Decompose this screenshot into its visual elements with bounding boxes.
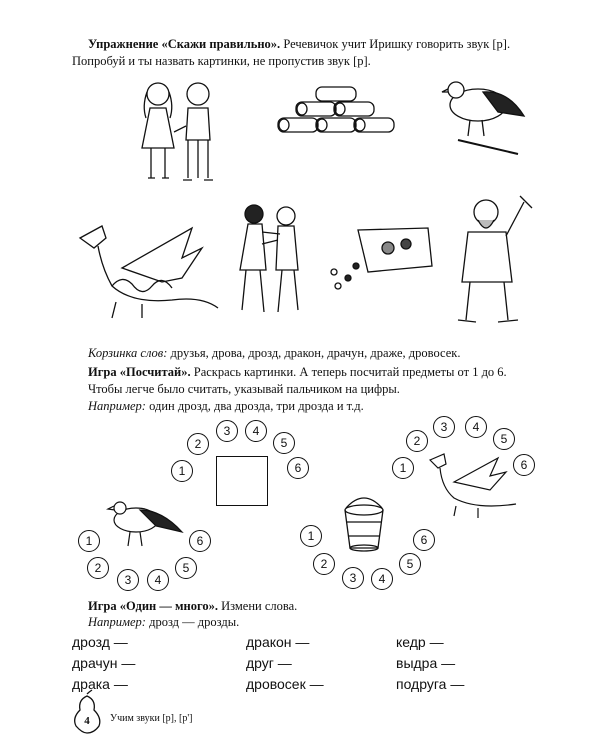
count-circle: 5 <box>399 553 421 575</box>
count-circle: 2 <box>313 553 335 575</box>
candy-bag-illustration <box>328 222 438 292</box>
game-2-example-label: Например: <box>88 615 146 629</box>
dragon-small-illustration <box>420 452 526 520</box>
word-item: выдра — <box>396 655 456 671</box>
count-circle: 5 <box>493 428 515 450</box>
game-2-title: Игра «Один — много». <box>88 599 218 613</box>
count-circle: 5 <box>273 432 295 454</box>
count-circle: 2 <box>87 557 109 579</box>
game-2-line-1: Игра «Один — много». Измени слова. <box>88 599 298 613</box>
word-item: драчун — <box>72 655 136 671</box>
word-basket-label: Корзинка слов: <box>88 346 168 360</box>
word-item: подруга — <box>396 676 465 692</box>
count-circle: 3 <box>433 416 455 438</box>
game-1-title: Игра «Посчитай». <box>88 365 191 379</box>
count-circle: 5 <box>175 557 197 579</box>
count-circle: 6 <box>189 530 211 552</box>
count-circle: 1 <box>392 457 414 479</box>
count-circle: 2 <box>187 433 209 455</box>
woodcutter-illustration <box>446 192 536 332</box>
count-circle: 4 <box>245 420 267 442</box>
game-1-example-label: Например: <box>88 399 146 413</box>
count-circle: 3 <box>117 569 139 591</box>
count-circle: 1 <box>171 460 193 482</box>
fighting-boys-illustration <box>232 200 312 330</box>
kids-illustration <box>128 78 228 198</box>
game-1-line-2: Чтобы легче было считать, указывай пальчиком на цифры. <box>88 382 400 396</box>
word-item: кедр — <box>396 634 444 650</box>
game-2-example: Например: дрозд — дрозды. <box>88 615 240 629</box>
game-1-example: Например: один дрозд, два дрозда, три дрозда и т.д. <box>88 399 364 413</box>
count-circle: 1 <box>78 530 100 552</box>
count-circle: 4 <box>147 569 169 591</box>
word-item: дровосек — <box>246 676 324 692</box>
footer-title: Учим звуки [р], [р'] <box>110 713 193 724</box>
thrush-bird-illustration <box>438 70 528 160</box>
word-item: друг — <box>246 655 292 671</box>
exercise-1-line-1: Упражнение «Скажи правильно». Речевичок учит Иришку говорить звук [р]. <box>88 37 511 51</box>
game-1-line-1: Игра «Посчитай». Раскрась картинки. А теперь посчитай предметы от 1 до 6. <box>88 365 507 379</box>
count-circle: 6 <box>513 454 535 476</box>
count-circle: 3 <box>342 567 364 589</box>
count-circle: 4 <box>465 416 487 438</box>
count-circle: 1 <box>300 525 322 547</box>
firewood-illustration <box>272 84 402 144</box>
count-circle: 3 <box>216 420 238 442</box>
count-circle: 6 <box>287 457 309 479</box>
dragon-illustration <box>72 218 222 323</box>
word-item: дрозд — <box>72 634 128 650</box>
page-number: 4 <box>84 715 90 727</box>
pear-icon <box>70 690 104 734</box>
exercise-1-line-2: Попробуй и ты назвать картинки, не пропустив звук [р]. <box>72 54 371 68</box>
bucket-illustration <box>340 492 388 554</box>
thrush-small-illustration <box>106 496 186 556</box>
count-circle: 6 <box>413 529 435 551</box>
word-basket-line: Корзинка слов: друзья, дрова, дрозд, дракон, драчун, драже, дровосек. <box>88 346 461 360</box>
count-circle: 2 <box>406 430 428 452</box>
word-item: дракон — <box>246 634 310 650</box>
word-item: драка — <box>72 676 128 692</box>
empty-square <box>216 456 268 506</box>
exercise-1-title: Упражнение «Скажи правильно». <box>88 37 281 51</box>
count-circle: 4 <box>371 568 393 590</box>
